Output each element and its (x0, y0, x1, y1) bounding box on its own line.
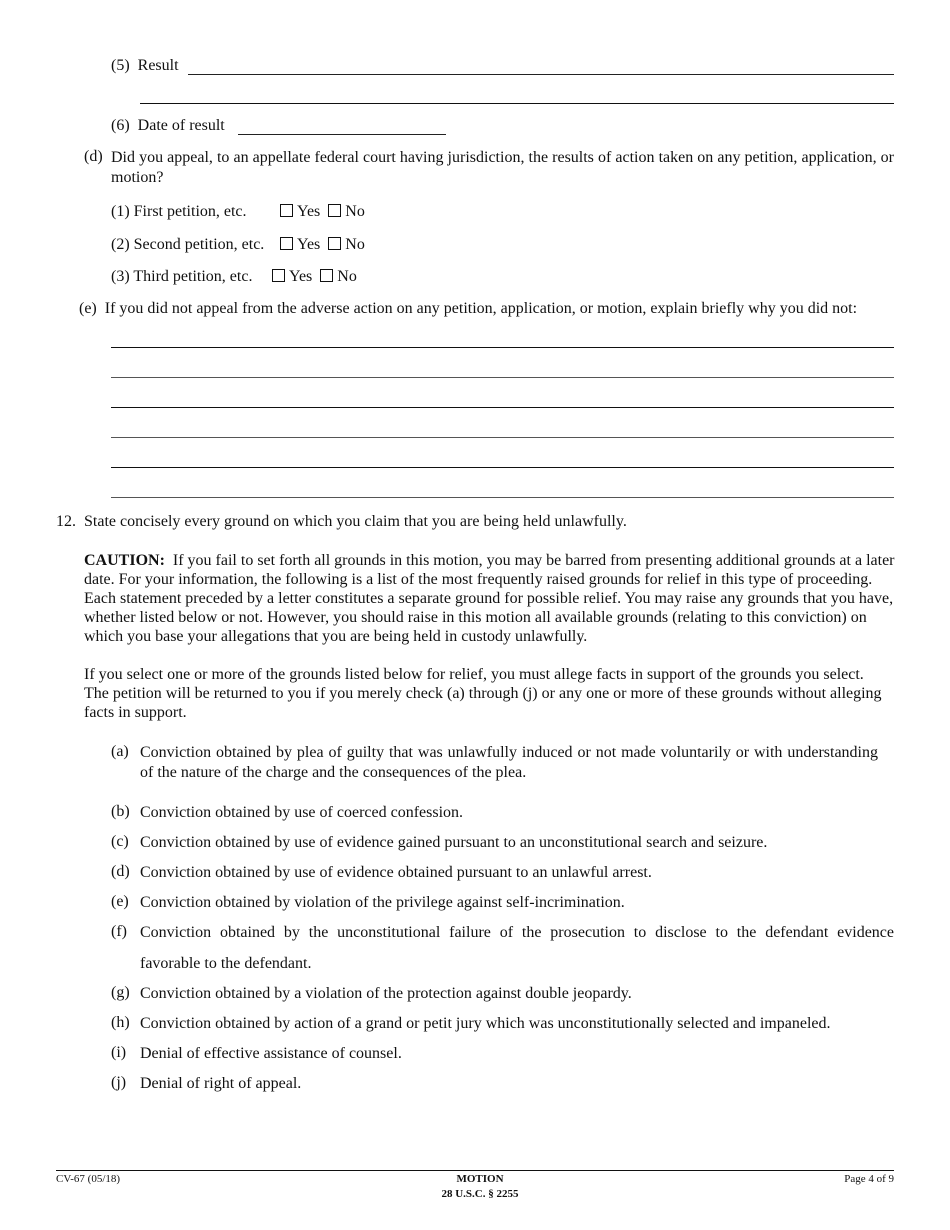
result-input-line-1[interactable] (188, 74, 894, 75)
ground-c-text: Conviction obtained by use of evidence gained pursuant to an unconstitutional search and seizure. (140, 834, 768, 851)
footer-title: MOTION (456, 1173, 504, 1185)
explain-line[interactable] (111, 377, 894, 378)
ground-label: (i) (111, 1044, 127, 1061)
third-petition-row: (3) Third petition, etc. (111, 268, 253, 285)
ground-d-text: Conviction obtained by use of evidence obtained pursuant to an unlawful arrest. (140, 864, 652, 881)
caution-text: If you fail to set forth all grounds in this motion, you may be barred from presenting additional grounds at a later date. For your information, the following is a list of the most frequently raised grounds for relief in this type of proceeding. Each statement preceded by a letter constitutes a separate ground for possible relief. You may raise any grounds that you have, whether listed below or not. However, you should raise in this motion all available grounds (relating to this conviction) on which you base your allegations that you are being held in custody unlawfully. (84, 552, 895, 645)
explain-line[interactable] (111, 437, 894, 438)
ground-a-text: Conviction obtained by plea of guilty that was unlawfully induced or not made voluntarily or with understanding of the nature of the charge and the consequences of the plea. (140, 744, 878, 781)
checkbox-icon[interactable] (328, 237, 341, 250)
checkbox-icon[interactable] (320, 269, 333, 282)
checkbox-icon[interactable] (272, 269, 285, 282)
ground-label: (c) (111, 833, 129, 850)
second-petition-no[interactable]: No (328, 236, 365, 254)
ground-section-heading: State concisely every ground on which you claim that you are being held unlawfully. (84, 513, 627, 530)
checkbox-icon[interactable] (280, 204, 293, 217)
result-input-line-2[interactable] (140, 103, 894, 104)
second-petition-row: (2) Second petition, etc. (111, 236, 265, 253)
checkbox-icon[interactable] (280, 237, 293, 250)
first-petition-options (280, 203, 373, 221)
appeal-question-label: (d) (84, 148, 103, 165)
third-petition-yes[interactable]: Yes (272, 268, 312, 286)
ground-label: (e) (111, 893, 129, 910)
caution-paragraph (84, 551, 902, 646)
ground-g-text: Conviction obtained by a violation of the protection against double jeopardy. (140, 985, 632, 1002)
first-petition-yes[interactable]: Yes (280, 203, 320, 221)
ground-label: (h) (111, 1014, 130, 1031)
ground-b-text: Conviction obtained by use of coerced confession. (140, 804, 464, 821)
ground-label: (f) (111, 923, 127, 940)
ground-h-text: Conviction obtained by action of a grand or petit jury which was unconstitutionally selected and impaneled. (140, 1015, 831, 1032)
checkbox-icon[interactable] (328, 204, 341, 217)
ground-f-text-continued: favorable to the defendant. (140, 955, 312, 972)
grounds-instructions: If you select one or more of the grounds listed below for relief, you must allege facts in support of the grounds you select. The petition will be returned to you if you merely check (a) through (j) or any one or more of these grounds without alleging facts in support. (84, 666, 882, 721)
ground-section-number: 12. (56, 513, 76, 530)
first-petition-no[interactable]: No (328, 203, 365, 221)
caution-label: CAUTION: (84, 552, 165, 569)
explain-line[interactable] (111, 497, 894, 498)
footer-rule (56, 1170, 894, 1171)
result-label: (5) Result (111, 57, 179, 74)
third-petition-no[interactable]: No (320, 268, 357, 286)
explain-line[interactable] (111, 347, 894, 348)
ground-label: (a) (111, 743, 129, 760)
footer-form-id: CV-67 (05/18) (56, 1173, 121, 1185)
explain-question: (e) If you did not appeal from the adverse action on any petition, application, or motion, explain briefly why you did not: (79, 300, 858, 317)
third-petition-options (272, 268, 365, 286)
appeal-question-text: Did you appeal, to an appellate federal court having jurisdiction, the results of action taken on any petition, application, or motion? (111, 149, 894, 186)
explain-line[interactable] (111, 467, 894, 468)
second-petition-options (280, 236, 373, 254)
date-of-result-label: (6) Date of result (111, 117, 225, 134)
footer-page-number: Page 4 of 9 (844, 1173, 894, 1185)
ground-label: (j) (111, 1074, 127, 1091)
explain-line[interactable] (111, 407, 894, 408)
date-of-result-input-line[interactable] (238, 134, 446, 135)
first-petition-row: (1) First petition, etc. (111, 203, 247, 220)
ground-e-text: Conviction obtained by violation of the privilege against self-incrimination. (140, 894, 625, 911)
footer-subtitle: 28 U.S.C. § 2255 (441, 1188, 519, 1200)
ground-label: (g) (111, 984, 130, 1001)
ground-i-text: Denial of effective assistance of counsel. (140, 1045, 402, 1062)
ground-label: (d) (111, 863, 130, 880)
ground-label: (b) (111, 803, 130, 820)
second-petition-yes[interactable]: Yes (280, 236, 320, 254)
ground-j-text: Denial of right of appeal. (140, 1075, 302, 1092)
ground-f-text: Conviction obtained by the unconstitutional failure of the prosecution to disclose to the defendant evidence (140, 924, 894, 941)
